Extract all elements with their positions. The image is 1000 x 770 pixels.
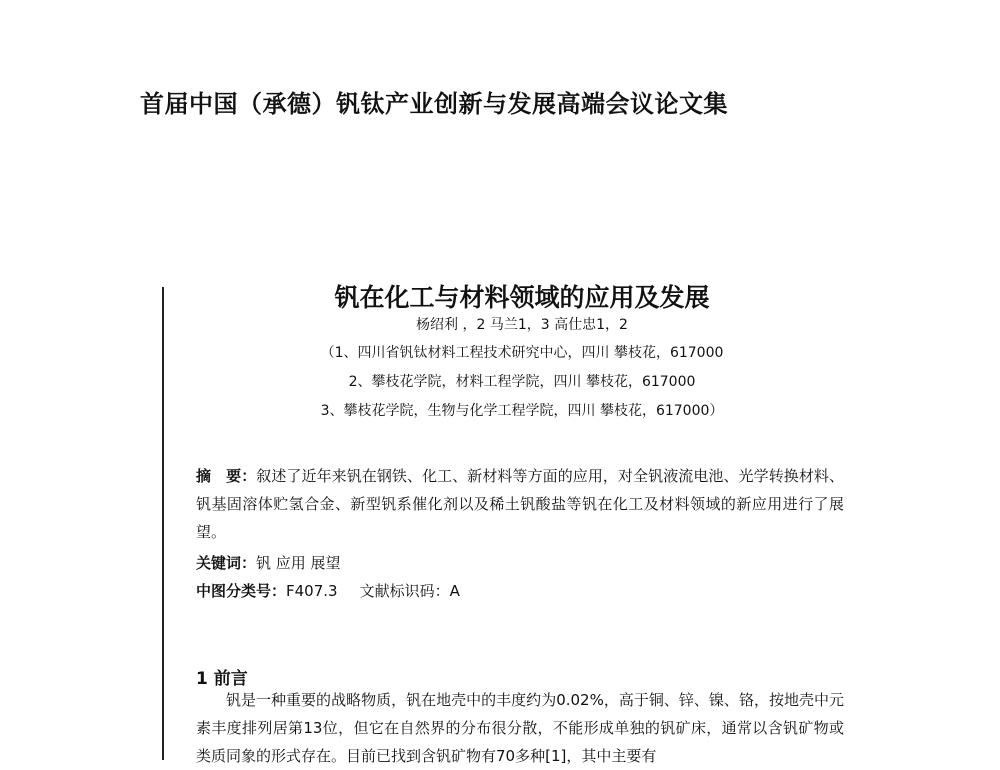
abstract-label: 摘 要：	[196, 467, 257, 485]
keywords-label: 关键词：	[196, 554, 257, 572]
doc-code-value: A	[449, 582, 460, 600]
clc-label: 中图分类号：	[196, 582, 287, 600]
keywords	[196, 552, 341, 573]
paper-title: 钒在化工与材料领域的应用及发展	[334, 283, 710, 312]
paper-authors: 杨绍利 ，2 马兰1，3 高仕忠1，2	[416, 317, 628, 333]
classification	[196, 580, 460, 601]
abstract	[196, 462, 844, 546]
affiliation-1: （1、四川省钒钛材料工程技术研究中心，四川 攀枝花，617000	[320, 345, 724, 361]
affiliation-3: 3、攀枝花学院，生物与化学工程学院，四川 攀枝花，617000）	[320, 403, 724, 419]
keywords-text: 钒 应用 展望	[256, 554, 341, 572]
affiliation-2: 2、攀枝花学院，材料工程学院，四川 攀枝花，617000	[348, 374, 696, 390]
section-body-text: 钒是一种重要的战略物质，钒在地壳中的丰度约为0.02%，高于铜、锌、镍、铬，按地壳中元素丰度排列居第13位，但它在自然界的分布很分散，不能形成单独的钒矿床，通常以含钒矿物或类质同象的形式存在。目前已找到含钒矿物有70多种[1]，其中主要有	[196, 691, 844, 765]
section-heading: 1 前言	[196, 669, 248, 689]
proceedings-header: 首届中国（承德）钒钛产业创新与发展高端会议论文集	[140, 90, 728, 118]
section-body	[196, 686, 844, 770]
abstract-text: 叙述了近年来钒在钢铁、化工、新材料等方面的应用，对全钒液流电池、光学转换材料、钒基固溶体贮氢合金、新型钒系催化剂以及稀土钒酸盐等钒在化工及材料领域的新应用进行了展望。	[196, 467, 844, 541]
doc-code-label: 文献标识码：	[359, 582, 450, 600]
clc-value: F407.3	[286, 582, 338, 600]
